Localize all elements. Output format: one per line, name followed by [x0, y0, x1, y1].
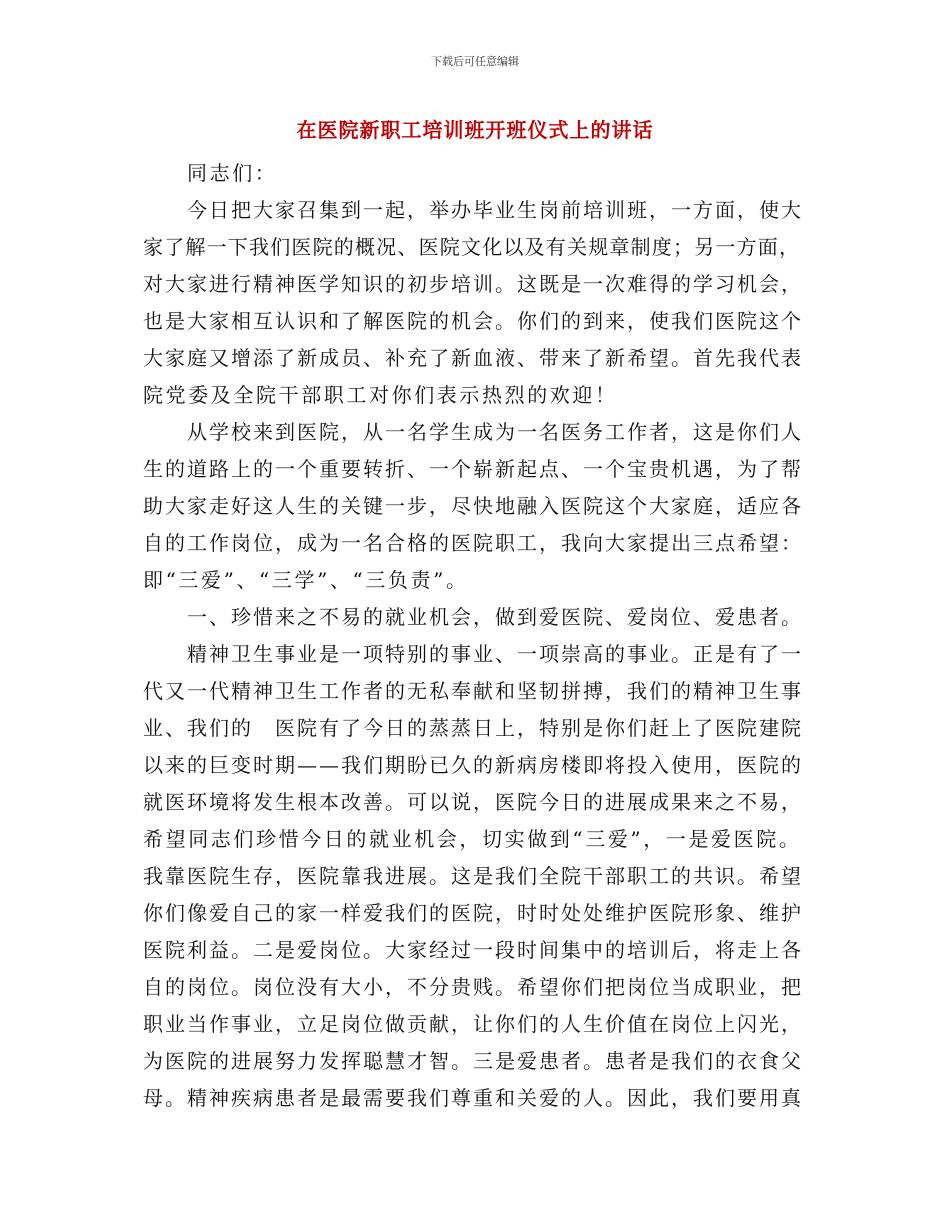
text-line: 以来的巨变时期——我们期盼已久的新病房楼即将投入使用，医院的: [143, 753, 803, 777]
text-line: 大家庭又增添了新成员、补充了新血液、带来了新希望。首先我代表: [143, 346, 803, 370]
text-line: 自的工作岗位，成为一名合格的医院职工，我向大家提出三点希望：: [143, 531, 803, 555]
text-line: 你们像爱自己的家一样爱我们的医院，时时处处维护医院形象、维护: [143, 901, 803, 925]
text-line: 自的岗位。岗位没有大小，不分贵贱。希望你们把岗位当成职业，把: [143, 975, 803, 999]
text-line: 对大家进行精神医学知识的初步培训。这既是一次难得的学习机会，: [143, 272, 803, 296]
salutation: 同志们：: [187, 161, 278, 185]
document-body: [143, 155, 803, 1117]
section-heading: 一、珍惜来之不易的就业机会，做到爱医院、爱岗位、爱患者。: [187, 605, 803, 629]
text-line: 家了解一下我们医院的概况、医院文化以及有关规章制度；另一方面，: [143, 235, 801, 259]
text-line: 助大家走好这人生的关键一步，尽快地融入医院这个大家庭，适应各: [143, 494, 803, 518]
text-line: 院党委及全院干部职工对你们表示热烈的欢迎！: [143, 383, 618, 407]
text-line: 也是大家相互认识和了解医院的机会。你们的到来，使我们医院这个: [143, 309, 803, 333]
text-line: 代又一代精神卫生工作者的无私奉献和坚韧拼搏，我们的精神卫生事: [143, 679, 803, 703]
text-line: 我靠医院生存，医院靠我进展。这是我们全院干部职工的共识。希望: [143, 864, 803, 888]
document-title: 在医院新职工培训班开班仪式上的讲话: [296, 118, 654, 142]
text-line: 即“三爱”、“三学”、“三负责”。: [143, 568, 469, 592]
text-line: 为医院的进展努力发挥聪慧才智。三是爱患者。患者是我们的衣食父: [143, 1049, 803, 1073]
text-line: 精神卫生事业是一项特别的事业、一项崇高的事业。正是有了一: [187, 642, 803, 666]
text-line: 母。精神疾病患者是最需要我们尊重和关爱的人。因此，我们要用真: [143, 1086, 803, 1110]
text-line: 生的道路上的一个重要转折、一个崭新起点、一个宝贵机遇，为了帮: [143, 457, 803, 481]
text-line: 就医环境将发生根本改善。可以说，医院今日的进展成果来之不易，: [143, 790, 803, 814]
text-line: 从学校来到医院，从一名学生成为一名医务工作者，这是你们人: [187, 420, 803, 444]
header-note: 下载后可任意编辑: [431, 55, 519, 68]
text-line: 业、我们的 医院有了今日的蒸蒸日上，特别是你们赶上了医院建院: [143, 716, 803, 740]
text-line: 今日把大家召集到一起，举办毕业生岗前培训班，一方面，使大: [187, 198, 803, 222]
text-line: 职业当作事业，立足岗位做贡献，让你们的人生价值在岗位上闪光，: [143, 1012, 803, 1036]
text-line: 医院利益。二是爱岗位。大家经过一段时间集中的培训后，将走上各: [143, 938, 803, 962]
text-line: 希望同志们珍惜今日的就业机会，切实做到“三爱”，一是爱医院。: [143, 827, 802, 851]
